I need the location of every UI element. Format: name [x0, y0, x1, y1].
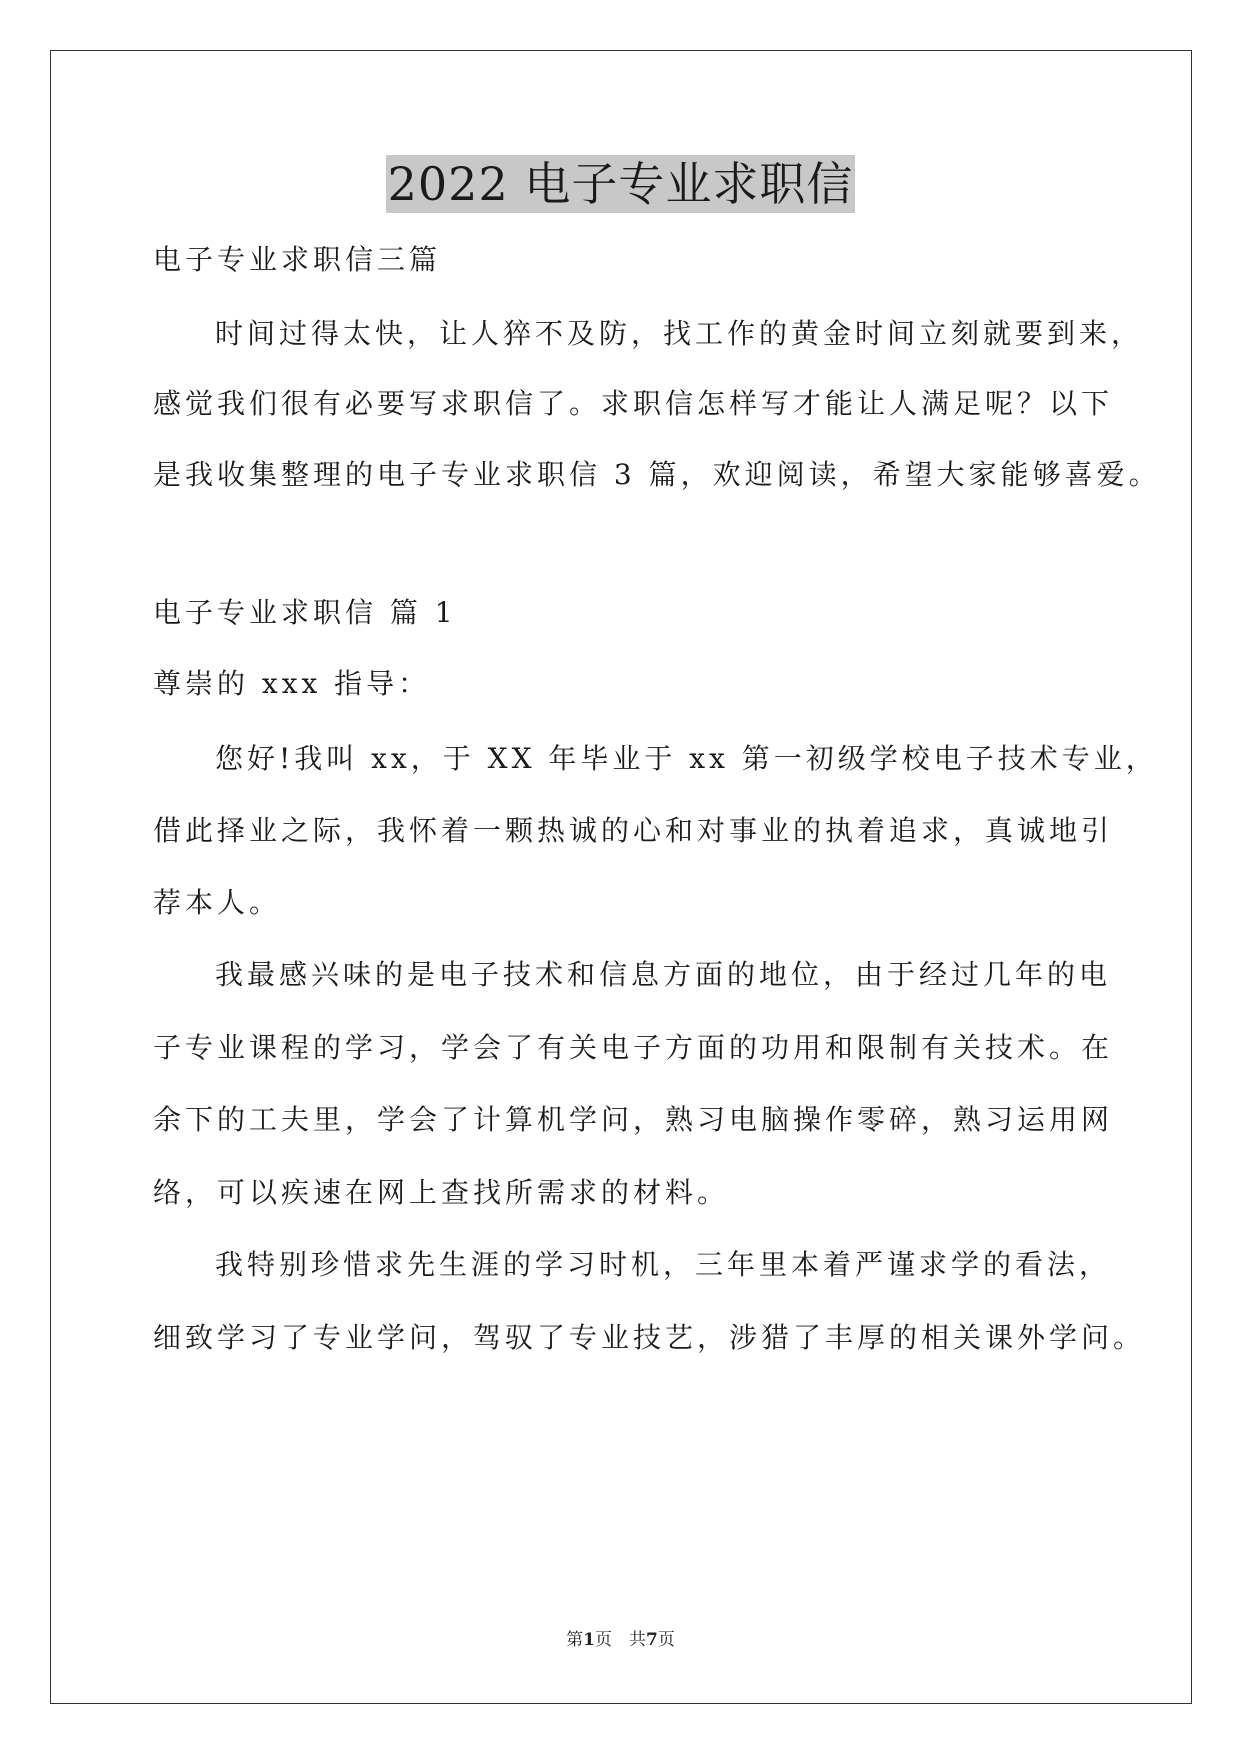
- paragraph-line: 借此择业之际，我怀着一颗热诚的心和对事业的执着追求，真诚地引: [153, 814, 1114, 847]
- paragraph-line: 余下的工夫里，学会了计算机学问，熟习电脑操作零碎，熟习运用网: [153, 1103, 1114, 1136]
- section-heading: 电子专业求职信 篇 1: [153, 596, 457, 629]
- paragraph-line: 我特别珍惜求先生涯的学习时机，三年里本着严谨求学的看法，: [215, 1248, 1112, 1281]
- document-title: 2022 电子专业求职信: [387, 157, 854, 211]
- paragraph-line: 荐本人。: [153, 886, 282, 919]
- title-container: [0, 155, 1241, 213]
- paragraph-line: 子专业课程的学习，学会了有关电子方面的功用和限制有关技术。在: [153, 1031, 1114, 1064]
- paragraph-line: 时间过得太快，让人猝不及防，找工作的黄金时间立刻就要到来，: [215, 317, 1144, 350]
- page-prefix: 第: [566, 1630, 584, 1650]
- page-mid: 页 共: [595, 1630, 646, 1650]
- page-suffix: 页: [657, 1630, 675, 1650]
- subtitle-line: 电子专业求职信三篇: [153, 243, 442, 276]
- page-total-number: 7: [646, 1630, 658, 1650]
- paragraph-line: 是我收集整理的电子专业求职信 3 篇，欢迎阅读，希望大家能够喜爱。: [153, 458, 1161, 491]
- page-footer: [0, 1628, 1241, 1652]
- paragraph-line: 您好!我叫 xx，于 XX 年毕业于 xx 第一初级学校电子技术专业，: [215, 742, 1158, 775]
- salutation: 尊崇的 xxx 指导：: [153, 667, 431, 700]
- paragraph-line: 络，可以疾速在网上查找所需求的材料。: [153, 1176, 730, 1209]
- paragraph-line: 细致学习了专业学问，驾驭了专业技艺，涉猎了丰厚的相关课外学问。: [153, 1321, 1146, 1354]
- paragraph-line: 我最感兴味的是电子技术和信息方面的地位，由于经过几年的电: [215, 958, 1112, 991]
- page-frame: [50, 50, 1192, 1704]
- paragraph-line: 感觉我们很有必要写求职信了。求职信怎样写才能让人满足呢？以下: [153, 387, 1114, 420]
- page-current-number: 1: [583, 1630, 595, 1650]
